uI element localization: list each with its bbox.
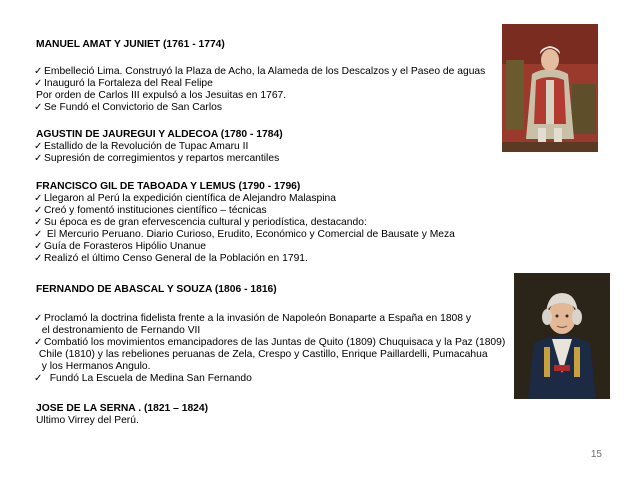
list-item: ✓ Llegaron al Perú la expedición científica de Alejandro Malaspina — [34, 193, 336, 204]
checkmark-icon: ✓ — [34, 229, 43, 240]
text-line: Chile (1810) y las rebeliones peruanas de Zela, Crespo y Castillo, Enrique Paillardelli, Pumacahua — [36, 349, 488, 360]
portrait-manuel-amat — [502, 24, 598, 152]
checkmark-icon: ✓ — [34, 66, 43, 77]
portrait-image — [502, 24, 598, 152]
checkmark-icon: ✓ — [34, 217, 43, 228]
list-item: ✓ Estallido de la Revolución de Tupac Amaru II — [34, 141, 249, 152]
heading-de-la-serna: JOSE DE LA SERNA . (1821 – 1824) — [36, 403, 209, 414]
checkmark-icon: ✓ — [34, 313, 43, 324]
list-item: ✓ El Mercurio Peruano. Diario Curioso, Erudito, Económico y Comercial de Bausate y Meza — [34, 229, 455, 240]
list-item: ✓ Supresión de corregimientos y repartos mercantiles — [34, 153, 280, 164]
list-item: ✓ Embelleció Lima. Construyó la Plaza de Acho, la Alameda de los Descalzos y el Paseo de aguas — [34, 66, 486, 77]
heading-gil-de-taboada: FRANCISCO GIL DE TABOADA Y LEMUS (1790 - 1796) — [36, 181, 301, 192]
list-item: ✓ Fundó La Escuela de Medina San Fernando — [34, 373, 252, 384]
heading-jauregui: AGUSTIN DE JAUREGUI Y ALDECOA (1780 - 1784) — [36, 129, 283, 140]
list-item: ✓ Combatió los movimientos emancipadores de las Juntas de Quito (1809) Chuquisaca y la Paz (1809) — [34, 337, 506, 348]
checkmark-icon: ✓ — [34, 193, 43, 204]
text-line: y los Hermanos Angulo. — [36, 361, 151, 372]
checkmark-icon: ✓ — [34, 205, 43, 216]
text-line: el destronamiento de Fernando VII — [36, 325, 201, 336]
checkmark-icon: ✓ — [34, 153, 43, 164]
list-item: ✓ Su época es de gran efervescencia cultural y periodística, destacando: — [34, 217, 367, 228]
list-item: ✓ Guía de Forasteros Hipólio Unanue — [34, 241, 206, 252]
checkmark-icon: ✓ — [34, 78, 43, 89]
heading-amat: MANUEL AMAT Y JUNIET (1761 - 1774) — [36, 39, 225, 50]
portrait-fernando-abascal — [514, 273, 610, 399]
portrait-image — [514, 273, 610, 399]
checkmark-icon: ✓ — [34, 253, 43, 264]
checkmark-icon: ✓ — [34, 102, 43, 113]
checkmark-icon: ✓ — [34, 241, 43, 252]
list-item: ✓ Se Fundó el Convictorio de San Carlos — [34, 102, 223, 113]
text-line: Por orden de Carlos III expulsó a los Jesuitas en 1767. — [36, 90, 287, 101]
list-item: ✓ Creó y fomentó instituciones científico – técnicas — [34, 205, 267, 216]
list-item: ✓ Realizó el último Censo General de la Población en 1791. — [34, 253, 308, 264]
checkmark-icon: ✓ — [34, 373, 43, 384]
checkmark-icon: ✓ — [34, 337, 43, 348]
page-number: 15 — [590, 449, 602, 460]
text-line: Ultimo Virrey del Perú. — [36, 415, 139, 426]
checkmark-icon: ✓ — [34, 141, 43, 152]
heading-abascal: FERNANDO DE ABASCAL Y SOUZA (1806 - 1816) — [36, 284, 277, 295]
list-item: ✓ Inauguró la Fortaleza del Real Felipe — [34, 78, 213, 89]
list-item: ✓ Proclamó la doctrina fidelista frente a la invasión de Napoleón Bonaparte a España en 1808 y — [34, 313, 472, 324]
